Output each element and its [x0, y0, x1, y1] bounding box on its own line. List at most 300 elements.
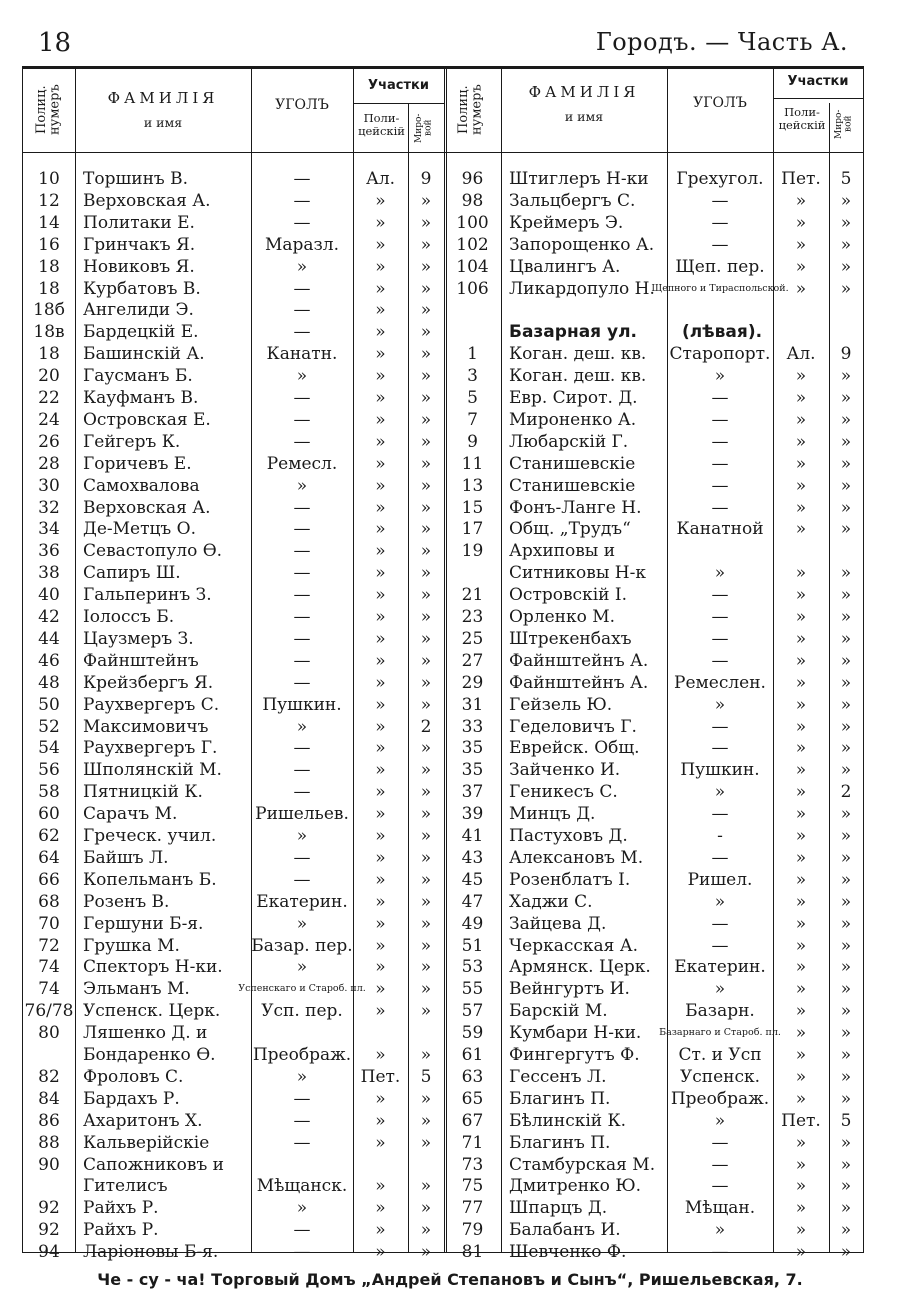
peace-district: » [420, 672, 432, 693]
police-district: » [375, 738, 386, 759]
house-number: 34 [38, 519, 60, 540]
header-name-sub: и имя [564, 109, 604, 124]
resident-name: Сарачъ М. [83, 804, 178, 825]
corner-street: Старопорт. [669, 344, 771, 365]
resident-name: Дмитренко Ю. [509, 1176, 642, 1197]
corner-street: — [711, 650, 729, 671]
house-number: 7 [467, 409, 478, 430]
table-row [23, 606, 863, 628]
peace-district: » [420, 628, 432, 649]
resident-name: Ляшенко Д. и [83, 1023, 208, 1044]
peace-district: » [840, 1220, 852, 1241]
police-district: » [795, 760, 807, 781]
header-name-sub: и имя [143, 115, 183, 130]
house-number: 3 [467, 366, 478, 387]
resident-name: Шполянскій М. [83, 760, 222, 781]
house-number: 51 [461, 935, 484, 956]
police-district: » [795, 847, 807, 868]
resident-name: Эльманъ М. [83, 979, 190, 1000]
peace-district: » [420, 431, 432, 452]
corner-street: Ремеслен. [674, 672, 766, 693]
peace-district: 2 [420, 716, 432, 737]
peace-district: » [420, 782, 432, 803]
running-title: Городъ. — Часть А. [595, 28, 848, 56]
resident-name: Цвалингъ А. [509, 256, 621, 277]
corner-street: — [293, 388, 311, 408]
house-number: 35 [461, 760, 484, 781]
corner-street: » [296, 957, 308, 978]
police-district: » [795, 519, 807, 540]
corner-street: » [296, 826, 308, 846]
house-number: 50 [38, 694, 60, 715]
peace-district: » [840, 1176, 852, 1197]
peace-district: » [420, 212, 432, 233]
peace-district: » [840, 826, 852, 846]
corner-street: » [714, 891, 726, 912]
peace-district: 9 [840, 344, 852, 365]
resident-name: Раухвергеръ С. [83, 694, 220, 715]
police-district: » [375, 1110, 386, 1131]
police-district: » [375, 1220, 386, 1241]
peace-district: » [420, 1132, 432, 1153]
peace-district: » [840, 957, 852, 978]
resident-name: Верховская А. [83, 190, 211, 211]
resident-name: Бѣлинскій К. [509, 1110, 627, 1131]
corner-street: Екатерин. [674, 957, 766, 978]
house-number: 48 [38, 672, 60, 693]
table-row [23, 650, 863, 672]
table-row [23, 497, 863, 519]
police-district: » [375, 1242, 386, 1263]
house-number: 18 [38, 344, 60, 365]
peace-district: » [420, 475, 432, 496]
peace-district: » [840, 716, 852, 737]
resident-name: Іолоссъ Б. [83, 607, 175, 627]
resident-name: Зальцбергъ С. [509, 190, 636, 211]
peace-district: » [840, 519, 852, 540]
peace-district: » [420, 278, 432, 299]
resident-name: Станишевскіе [509, 453, 636, 474]
police-district: » [795, 716, 807, 737]
corner-street: Грехугол. [676, 169, 764, 189]
house-number: 13 [461, 475, 484, 496]
police-district: » [795, 475, 807, 496]
peace-district: » [420, 979, 432, 1000]
police-district: » [375, 804, 386, 825]
police-district: » [375, 388, 386, 408]
police-district: » [375, 782, 386, 803]
house-number: 30 [38, 475, 60, 496]
peace-district [829, 299, 863, 321]
corner-street: — [293, 738, 311, 759]
resident-name: Минцъ Д. [509, 804, 596, 825]
resident-name: Еврейск. Общ. [509, 738, 640, 759]
resident-name: Раухвергеръ Г. [83, 738, 218, 759]
corner-street: Ст. и Усп [678, 1045, 762, 1065]
corner-street: Преображ. [252, 1045, 352, 1065]
peace-district: » [840, 190, 852, 211]
corner-street: — [293, 563, 311, 584]
corner-street: » [714, 979, 726, 1000]
table-row [23, 299, 863, 321]
peace-district: 5 [840, 1110, 852, 1131]
table-row [23, 562, 863, 584]
resident-name: Благинъ П. [509, 1088, 611, 1109]
police-district: » [795, 935, 807, 956]
peace-district: » [840, 869, 852, 890]
corner-street: Преображ. [670, 1088, 770, 1109]
police-district: » [795, 409, 807, 430]
resident-name: Черкасская А. [509, 935, 639, 956]
corner-street [667, 540, 773, 562]
resident-name: Башинскій А. [83, 344, 205, 365]
table-row [23, 737, 863, 759]
police-district: » [375, 300, 386, 321]
table-row [23, 1132, 863, 1154]
resident-name: Кальверійскіе [83, 1132, 210, 1153]
resident-name: Креймеръ Э. [509, 212, 624, 233]
police-district: » [375, 935, 386, 956]
police-district [773, 299, 829, 321]
resident-name: Станишевскіе [509, 475, 636, 496]
corner-street: — [711, 628, 729, 649]
corner-street: » [296, 475, 308, 496]
corner-street: — [711, 453, 729, 474]
resident-name [501, 299, 667, 321]
police-district: » [795, 628, 807, 649]
corner-street: — [711, 716, 729, 737]
corner-street: — [711, 234, 729, 255]
peace-district: » [420, 1242, 432, 1263]
resident-name: Райхъ Р. [83, 1220, 159, 1241]
house-number: 29 [461, 672, 484, 693]
police-district: » [795, 366, 807, 387]
house-number: 66 [38, 869, 60, 890]
resident-name: Политаки Е. [83, 212, 195, 233]
corner-street: » [714, 1220, 726, 1241]
peace-district: » [840, 234, 852, 255]
house-number: 20 [38, 366, 60, 387]
police-district: » [795, 1198, 807, 1219]
corner-street: — [293, 300, 311, 321]
corner-street: Усп. пер. [261, 1001, 343, 1022]
house-number: 104 [456, 256, 489, 277]
peace-district: » [840, 212, 852, 233]
corner-street: — [293, 628, 311, 649]
police-district: » [795, 607, 807, 627]
police-district [773, 540, 829, 562]
peace-district: » [840, 607, 852, 627]
corner-street: » [296, 256, 308, 277]
peace-district: » [840, 1001, 852, 1022]
corner-street: Успенск. [679, 1066, 761, 1087]
peace-district: » [420, 891, 432, 912]
table-row [23, 234, 863, 256]
corner-street: » [296, 1198, 308, 1219]
house-number: 18в [33, 322, 65, 343]
corner-street: Пушкин. [680, 760, 760, 781]
resident-name: Фроловъ С. [83, 1066, 184, 1087]
police-district: » [795, 694, 807, 715]
peace-district: » [420, 453, 432, 474]
header-rule [773, 98, 863, 99]
header-police: Поли- цейскій [358, 111, 405, 138]
resident-name: Кауфманъ В. [83, 388, 199, 408]
police-district: » [375, 366, 386, 387]
house-number: 102 [456, 234, 489, 255]
peace-district: » [840, 804, 852, 825]
corner-street: — [711, 388, 729, 408]
resident-name: Пастуховъ Д. [509, 826, 628, 846]
resident-name: Файнштейнъ [83, 650, 199, 671]
house-number: 58 [38, 782, 60, 803]
table-row [23, 628, 863, 650]
resident-name: Стамбурская М. [509, 1154, 656, 1175]
resident-name: Базарная ул. [509, 322, 637, 343]
house-number [444, 299, 501, 321]
corner-street: — [711, 585, 729, 606]
resident-name: Цаузмеръ З. [83, 628, 194, 649]
table-row [23, 1110, 863, 1132]
resident-name: Горичевъ Е. [83, 453, 192, 474]
table-row [23, 978, 863, 1000]
peace-district: » [420, 1088, 432, 1109]
table-row [23, 694, 863, 716]
peace-district: » [420, 935, 432, 956]
peace-district: » [420, 1220, 432, 1241]
peace-district: » [420, 563, 432, 584]
police-district: » [795, 1045, 807, 1065]
house-number: 45 [461, 869, 484, 890]
corner-street: — [711, 1242, 729, 1263]
table-row [23, 278, 863, 300]
house-number: 49 [461, 913, 484, 934]
police-district: Ал. [365, 169, 396, 189]
house-number: 62 [38, 826, 60, 846]
police-district: » [795, 782, 807, 803]
house-number: 59 [461, 1023, 484, 1044]
police-district: » [375, 563, 386, 584]
resident-name: Любарскій Г. [509, 431, 629, 452]
police-district: » [375, 322, 386, 343]
police-district: » [795, 869, 807, 890]
peace-district: 5 [420, 1066, 432, 1087]
corner-street: Ришельев. [255, 804, 349, 825]
peace-district: » [840, 1045, 852, 1065]
table-row [23, 518, 863, 540]
house-number: 55 [461, 979, 484, 1000]
house-number: 18 [38, 256, 60, 277]
resident-name: Вейнгуртъ И. [509, 979, 630, 1000]
police-district: » [375, 409, 386, 430]
resident-name: Файнштейнъ А. [509, 650, 649, 671]
header-name-title: ФАМИЛІЯ [107, 89, 219, 107]
peace-district: » [840, 847, 852, 868]
resident-name: Фонъ-Ланге Н. [509, 497, 642, 518]
corner-street: » [296, 913, 308, 934]
house-number: 16 [38, 234, 60, 255]
header-rule [353, 103, 444, 104]
police-district: » [375, 847, 386, 868]
table-row [23, 365, 863, 387]
corner-street: — [711, 212, 729, 233]
table-row [23, 475, 863, 497]
police-district: » [375, 1088, 386, 1109]
peace-district: » [840, 475, 852, 496]
police-district: » [795, 738, 807, 759]
house-number: 63 [461, 1066, 484, 1087]
header-districts: Участки [368, 78, 429, 93]
peace-district: » [420, 409, 432, 430]
police-district: » [375, 694, 386, 715]
police-district: » [795, 256, 807, 277]
house-number: 57 [461, 1001, 484, 1022]
table-row [23, 891, 863, 913]
peace-district: » [840, 650, 852, 671]
corner-street: » [296, 1066, 308, 1087]
corner-street: » [714, 694, 726, 715]
police-district: Пет. [781, 1110, 821, 1131]
table-row [23, 431, 863, 453]
header-police: Поли- цейскій [778, 105, 826, 132]
resident-name: Архиповы и [509, 541, 616, 562]
table-row [23, 825, 863, 847]
police-district: » [795, 804, 807, 825]
peace-district: » [420, 300, 432, 321]
resident-name: Алексановъ М. [509, 847, 644, 868]
corner-street: » [714, 1110, 726, 1131]
police-district: » [795, 672, 807, 693]
resident-name: Максимовичъ [83, 716, 209, 737]
house-number [444, 562, 501, 584]
house-number: 79 [461, 1220, 484, 1241]
peace-district: » [420, 1176, 432, 1197]
resident-name: Сапиръ Ш. [83, 563, 181, 584]
house-number: 80 [38, 1023, 60, 1044]
peace-district: » [840, 1132, 852, 1153]
police-district: » [795, 1176, 807, 1197]
police-district: » [795, 234, 807, 255]
resident-name: Ангелиди Э. [83, 300, 194, 321]
police-district: » [795, 190, 807, 211]
house-number: 25 [461, 628, 484, 649]
corner-street: Мѣщан. [684, 1198, 756, 1219]
table-row [23, 1241, 863, 1263]
table-row [23, 1022, 863, 1044]
house-number: 31 [461, 694, 484, 715]
house-number: 74 [38, 979, 60, 1000]
corner-street: — [711, 190, 729, 211]
peace-district: » [840, 628, 852, 649]
resident-name: Пятницкій К. [83, 782, 203, 803]
resident-name: Сапожниковъ и [83, 1154, 224, 1175]
peace-district: » [840, 1154, 852, 1175]
police-district: » [795, 585, 807, 606]
resident-name: Благинъ П. [509, 1132, 611, 1153]
corner-street: — [293, 497, 311, 518]
peace-district: » [840, 497, 852, 518]
corner-street: — [293, 1110, 311, 1131]
resident-name: Де-Метцъ О. [83, 519, 196, 540]
resident-name: Зайцева Д. [509, 913, 607, 934]
peace-district: » [840, 891, 852, 912]
peace-district: » [840, 760, 852, 781]
table-row [23, 716, 863, 738]
police-district: » [795, 1132, 807, 1153]
resident-name: Байшъ Л. [83, 847, 169, 868]
police-district: » [795, 563, 807, 584]
police-district: » [795, 891, 807, 912]
table-row [23, 1066, 863, 1088]
house-number: 56 [38, 760, 60, 781]
header-corner: УГОЛЪ [275, 97, 329, 113]
peace-district: » [420, 869, 432, 890]
peace-district: » [840, 366, 852, 387]
peace-district [829, 321, 863, 343]
house-number: 42 [38, 607, 60, 627]
peace-district: » [420, 913, 432, 934]
corner-street: Ришел. [687, 869, 753, 890]
table-row [23, 1175, 863, 1197]
resident-name: Ларіоновы Б-я. [83, 1242, 219, 1263]
corner-street: (лѣвая). [681, 322, 763, 343]
police-district: » [375, 826, 386, 846]
corner-street: — [293, 322, 311, 343]
police-district: » [375, 607, 386, 627]
house-number: 38 [38, 563, 60, 584]
house-number: 19 [461, 541, 484, 562]
table-row [23, 1219, 863, 1241]
corner-street: Щеп. пер. [675, 256, 765, 277]
house-number: 32 [38, 497, 60, 518]
house-number: 94 [38, 1242, 60, 1263]
resident-name: Армянск. Церк. [509, 957, 651, 978]
resident-name: Запорощенко А. [509, 234, 655, 255]
house-number: 21 [461, 585, 484, 606]
police-district: » [375, 650, 386, 671]
header-num: Полиц. нумеръ [34, 84, 63, 136]
corner-street: — [711, 1132, 729, 1153]
corner-street: » [714, 366, 726, 387]
corner-street: — [293, 585, 311, 606]
peace-district: » [840, 979, 852, 1000]
peace-district: » [840, 1198, 852, 1219]
house-number: 73 [461, 1154, 484, 1175]
house-number: 18б [33, 300, 65, 321]
peace-district: » [420, 1001, 432, 1022]
peace-district: 9 [420, 169, 432, 189]
police-district: » [795, 278, 807, 299]
corner-street: — [293, 1220, 311, 1241]
house-number: 9 [467, 431, 478, 452]
house-number: 15 [461, 497, 484, 518]
resident-name: Райхъ Р. [83, 1198, 159, 1219]
peace-district: » [840, 278, 852, 299]
house-number: 37 [461, 782, 484, 803]
peace-district: » [840, 409, 852, 430]
police-district: » [375, 344, 386, 365]
house-number: 17 [461, 519, 484, 540]
police-district: » [375, 957, 386, 978]
peace-district: » [840, 694, 852, 715]
house-number: 81 [461, 1242, 484, 1263]
corner-street: — [293, 1088, 311, 1109]
resident-name: Успенск. Церк. [83, 1001, 221, 1022]
peace-district: » [840, 388, 852, 408]
corner-street: — [293, 212, 311, 233]
police-district: » [375, 541, 386, 562]
table-row [23, 1000, 863, 1022]
